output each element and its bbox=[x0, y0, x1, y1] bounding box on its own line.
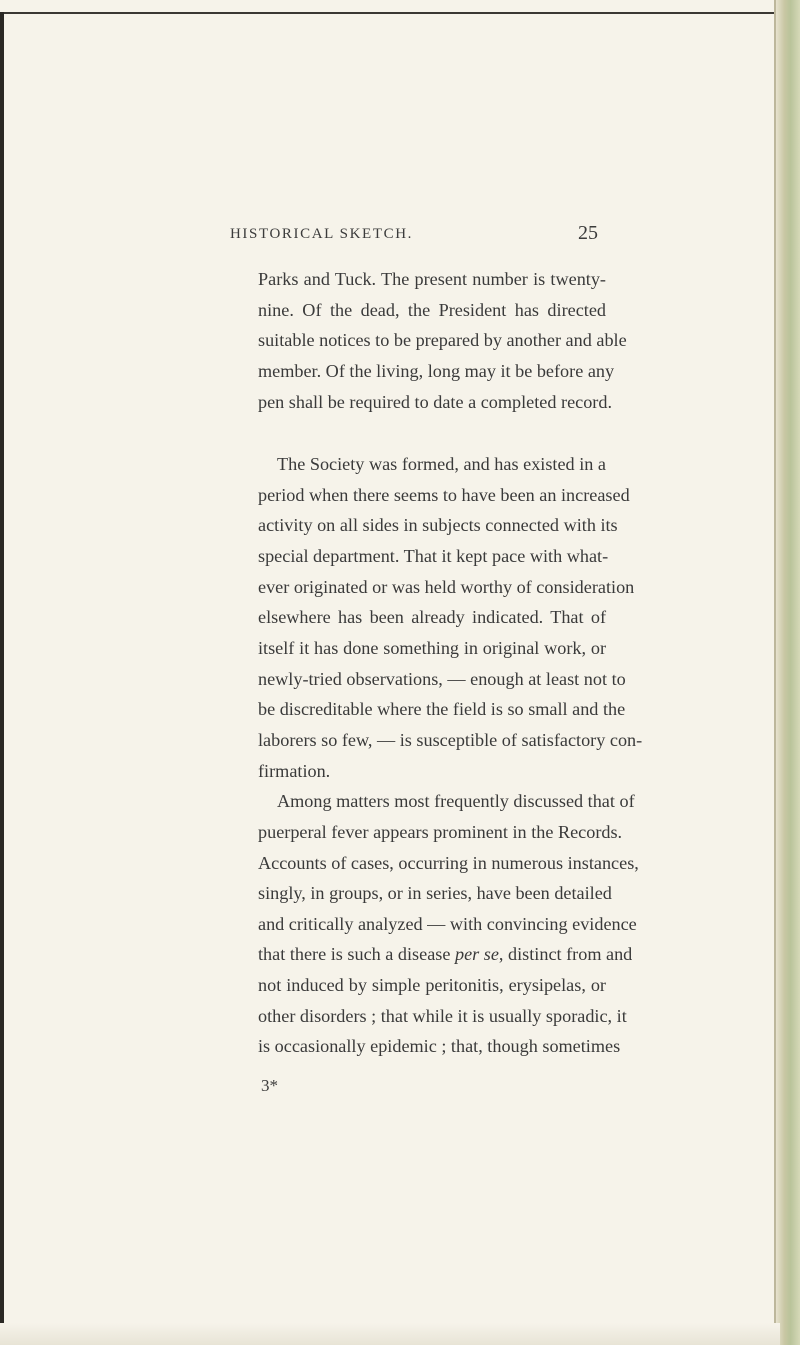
body-text bbox=[258, 264, 643, 1062]
text-fragment: that there is such a disease bbox=[258, 944, 455, 965]
text-line: pen shall be required to date a completed record. bbox=[258, 391, 612, 412]
italic-text: per se bbox=[454, 944, 499, 965]
top-border-line bbox=[0, 12, 775, 14]
text-line: puerperal fever appears prominent in the Records. bbox=[258, 821, 623, 842]
text-line: Accounts of cases, occurring in numerous instances, bbox=[258, 852, 639, 873]
text-line: The Society was formed, and has existed in a bbox=[277, 454, 606, 475]
paragraph-1 bbox=[258, 264, 627, 417]
paragraph-3 bbox=[258, 786, 639, 1062]
text-fragment: , distinct from and bbox=[498, 944, 633, 965]
paragraph-gap bbox=[258, 417, 606, 449]
page-header bbox=[222, 222, 600, 250]
text-line: suitable notices to be prepared by another and able bbox=[258, 330, 627, 351]
page-number: 25 bbox=[578, 222, 598, 244]
text-line: Parks and Tuck. The present number is twenty- bbox=[258, 269, 606, 289]
signature-mark: 3* bbox=[261, 1076, 278, 1095]
text-line: nine. Of the dead, the President has directed bbox=[258, 299, 606, 320]
text-line: period when there seems to have been an increased bbox=[258, 484, 630, 505]
text-line: laborers so few, — is susceptible of satisfactory con- bbox=[258, 729, 643, 750]
text-line: Among matters most frequently discussed that of bbox=[277, 791, 635, 812]
text-line: activity on all sides in subjects connected with its bbox=[258, 515, 618, 536]
text-line: is occasionally epidemic ; that, though sometimes bbox=[258, 1036, 621, 1057]
paragraph-2 bbox=[258, 449, 643, 786]
page-edge-binding bbox=[776, 0, 800, 1345]
text-line: newly-tried observations, — enough at least not to bbox=[258, 668, 626, 689]
text-line: not induced by simple peritonitis, erysipelas, or bbox=[258, 975, 606, 996]
text-line: elsewhere has been already indicated. That of bbox=[258, 607, 606, 628]
text-line: other disorders ; that while it is usually sporadic, it bbox=[258, 1005, 627, 1026]
text-line: member. Of the living, long may it be before any bbox=[258, 360, 615, 381]
text-line: be discreditable where the field is so small and the bbox=[258, 699, 626, 720]
left-border-line bbox=[0, 12, 4, 1345]
text-line: ever originated or was held worthy of consideration bbox=[258, 576, 635, 597]
text-line: special department. That it kept pace with what- bbox=[258, 546, 609, 567]
text-line: firmation. bbox=[258, 760, 331, 781]
text-line: itself it has done something in original work, or bbox=[258, 638, 606, 659]
text-line-with-italic bbox=[258, 939, 633, 970]
text-line: singly, in groups, or in series, have been detailed bbox=[258, 883, 612, 904]
text-line: and critically analyzed — with convincing evidence bbox=[258, 913, 637, 934]
bottom-page-shadow bbox=[0, 1323, 780, 1345]
running-head: HISTORICAL SKETCH. bbox=[230, 226, 413, 242]
